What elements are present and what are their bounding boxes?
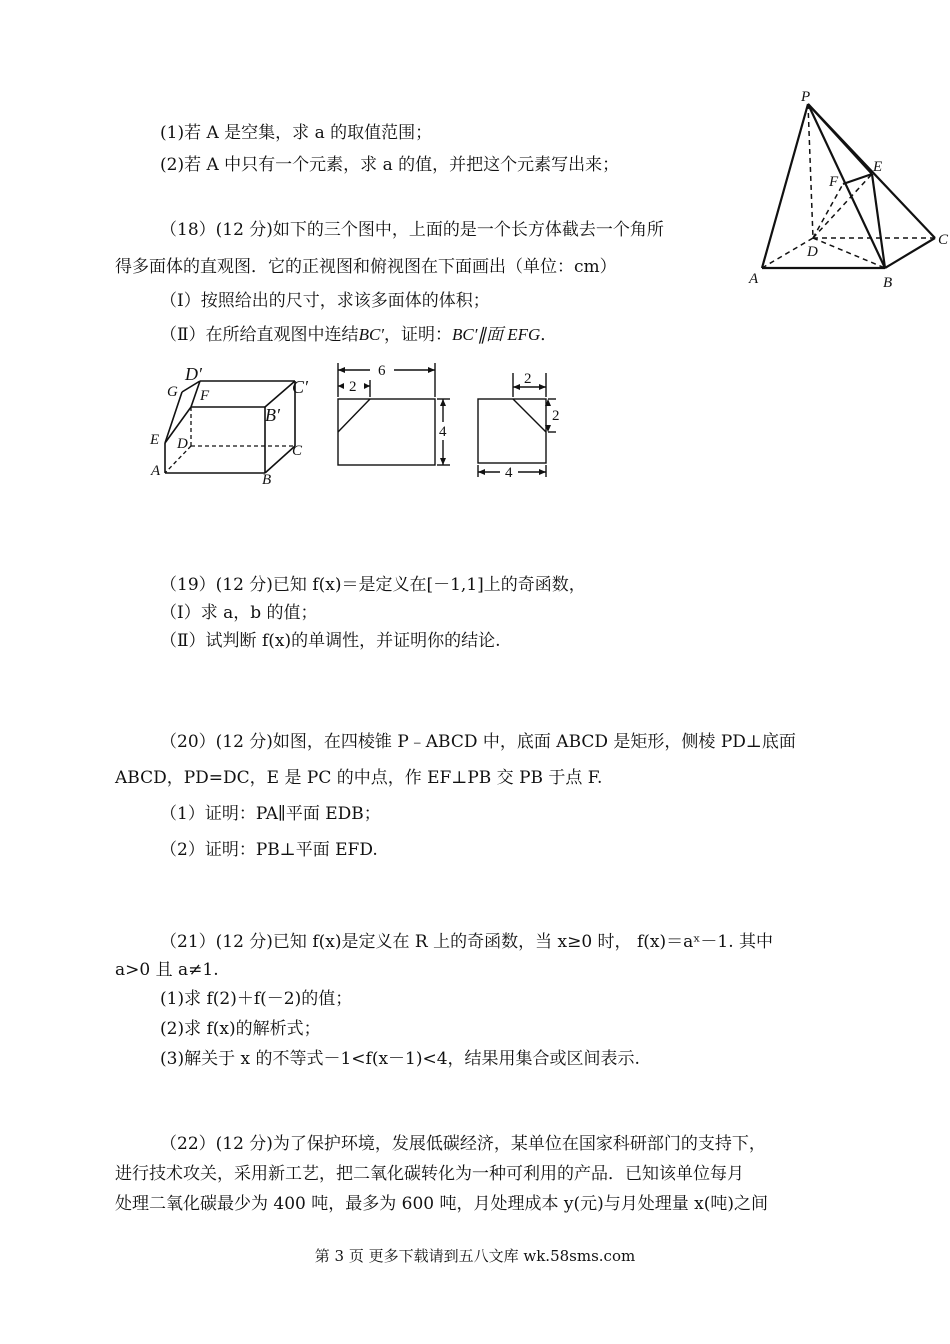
pyramid-label-b: B bbox=[883, 275, 893, 291]
box-label-a: A bbox=[151, 463, 161, 479]
q20-part2: （2）证明：PB⊥平面 EFD. bbox=[160, 840, 378, 860]
box-label-d1: D′ bbox=[185, 364, 202, 384]
q20-part1: （1）证明：PA∥平面 EDB； bbox=[160, 804, 381, 824]
box-label-b: B bbox=[262, 472, 272, 488]
q20-intro: （20）(12 分)如图，在四棱锥 P﹣ABCD 中，底面 ABCD 是矩形，侧棱 PD⊥底面 bbox=[160, 732, 796, 752]
front-view-figure bbox=[330, 360, 460, 475]
front-view-dim-2: 2 bbox=[349, 379, 357, 395]
q21-part2: (2)求 f(x)的解析式； bbox=[160, 1019, 321, 1039]
top-view-dim-top: 2 bbox=[524, 371, 532, 387]
box-label-c: C bbox=[292, 443, 303, 459]
page-footer: 第 3 页 更多下载请到五八文库 wk.58sms.com bbox=[314, 1247, 636, 1265]
top-view-figure bbox=[470, 365, 570, 480]
top-view-dim-bottom: 4 bbox=[505, 465, 513, 480]
q18-part2-bc: BC′ bbox=[358, 325, 385, 344]
q21-part3: (3)解关于 x 的不等式－1<f(x－1)<4，结果用集合或区间表示. bbox=[160, 1049, 640, 1069]
q21-intro-cont: a>0 且 a≠1. bbox=[115, 960, 219, 980]
q18-intro: （18）(12 分)如下的三个图中，上面的是一个长方体截去一个角所 bbox=[160, 220, 664, 240]
pyramid-label-d: D bbox=[807, 244, 818, 260]
q21-part1: (1)求 f(2)＋f(－2)的值； bbox=[160, 989, 353, 1009]
box-label-g: G bbox=[167, 384, 178, 400]
q22-intro-cont: 进行技术攻关，采用新工艺，把二氧化碳转化为一种可利用的产品．已知该单位每月 bbox=[115, 1164, 744, 1184]
q19-part2: （Ⅱ）试判断 f(x)的单调性，并证明你的结论. bbox=[160, 631, 501, 651]
q18-intro-cont: 得多面体的直观图．它的正视图和俯视图在下面画出（单位：cm） bbox=[115, 257, 617, 277]
q18-part2-mid: ，证明： bbox=[384, 325, 453, 345]
q18-part2 bbox=[160, 324, 557, 346]
pyramid-label-p: P bbox=[801, 89, 811, 105]
q19-part1: （Ⅰ）求 a，b 的值； bbox=[160, 603, 318, 623]
q21-intro: （21）(12 分)已知 f(x)是定义在 R 上的奇函数，当 x≥0 时， f(x)＝aˣ－1. 其中 bbox=[160, 932, 774, 952]
box-label-d: D bbox=[177, 436, 188, 452]
q18-part2-end: ． bbox=[540, 325, 558, 345]
pyramid-label-e: E bbox=[873, 159, 883, 175]
box-label-b1: B′ bbox=[265, 405, 280, 425]
top-view-dim-right: 2 bbox=[552, 408, 560, 424]
box-label-e: E bbox=[150, 432, 160, 448]
pyramid-figure bbox=[745, 88, 950, 293]
pyramid-label-f: F bbox=[829, 174, 839, 190]
q22-intro-cont2: 处理二氧化碳最少为 400 吨，最多为 600 吨，月处理成本 y(元)与月处理量 x(吨)之间 bbox=[115, 1194, 769, 1214]
pyramid-label-c: C bbox=[938, 232, 949, 248]
q22-intro: （22）(12 分)为了保护环境，发展低碳经济，某单位在国家科研部门的支持下， bbox=[160, 1134, 766, 1154]
box-label-c1: C′ bbox=[292, 377, 308, 397]
q17-part1: (1)若 A 是空集，求 a 的取值范围； bbox=[160, 123, 433, 143]
box-label-f: F bbox=[200, 388, 210, 404]
q18-part2-stmt: BC′∥面 EFG bbox=[452, 325, 541, 344]
box-figure bbox=[145, 360, 320, 490]
q19-intro: （19）(12 分)已知 f(x)＝是定义在[－1,1]上的奇函数， bbox=[160, 575, 586, 595]
pyramid-label-a: A bbox=[749, 271, 759, 287]
front-view-dim-6: 6 bbox=[378, 363, 386, 379]
q18-part2-prefix: （Ⅱ）在所给直观图中连结 bbox=[160, 325, 359, 345]
q20-intro-cont: ABCD，PD=DC，E 是 PC 的中点，作 EF⊥PB 交 PB 于点 F. bbox=[115, 768, 603, 788]
q18-part1: （Ⅰ）按照给出的尺寸，求该多面体的体积； bbox=[160, 291, 490, 311]
q17-part2: (2)若 A 中只有一个元素，求 a 的值，并把这个元素写出来； bbox=[160, 155, 620, 175]
front-view-dim-4: 4 bbox=[439, 424, 447, 440]
